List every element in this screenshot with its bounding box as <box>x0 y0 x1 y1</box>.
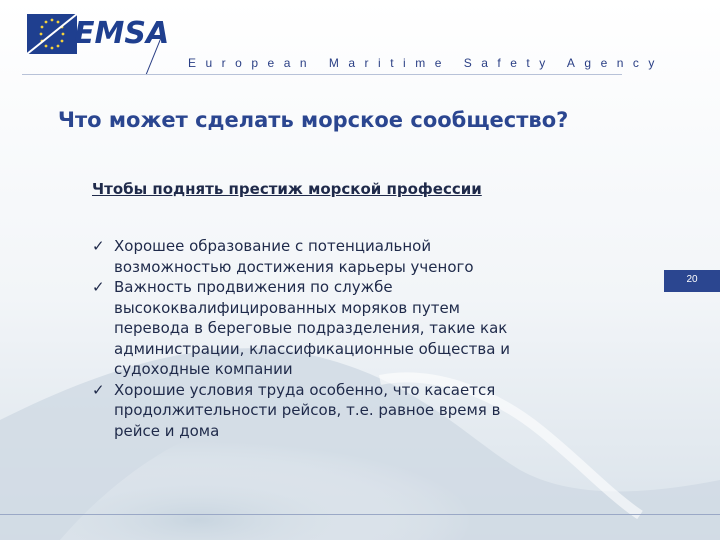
slide-title: Что может сделать морское сообщество? <box>58 108 569 132</box>
bullet-line: Важность продвижения по службе <box>114 278 393 296</box>
footer-rule <box>0 514 720 515</box>
check-icon: ✓ <box>92 380 105 399</box>
bullet-line: рейсе и дома <box>114 421 220 440</box>
bullet-line: продолжительности рейсов, т.е. равное время в <box>114 401 501 419</box>
bullet-line: высококвалифицированных моряков путем <box>114 298 460 317</box>
check-icon: ✓ <box>92 278 105 296</box>
slide-subtitle: Чтобы поднять престиж морской профессии <box>92 180 482 198</box>
bullet-line: перевода в береговые подразделения, такие как <box>114 319 508 337</box>
page-number: 20 <box>686 274 698 285</box>
bullet-line: Хорошее образование с потенциальной <box>114 237 432 255</box>
bullet-line: администрации, классификационные общества и <box>114 339 510 358</box>
page-number-badge <box>664 270 720 292</box>
eu-flag-icon <box>27 14 77 54</box>
check-icon: ✓ <box>92 237 105 255</box>
bullet-line: судоходные компании <box>114 360 293 378</box>
bullet-list <box>92 236 652 441</box>
list-item <box>92 277 652 380</box>
list-item <box>92 380 652 442</box>
bullet-line: Хорошие условия труда особенно, что касается <box>114 380 496 399</box>
bullet-line: возможностью достижения карьеры ученого <box>114 257 474 276</box>
logo-text: EMSA <box>74 16 170 51</box>
header-rule <box>22 74 622 75</box>
list-item <box>92 236 652 277</box>
agency-name: European Maritime Safety Agency <box>188 56 664 70</box>
